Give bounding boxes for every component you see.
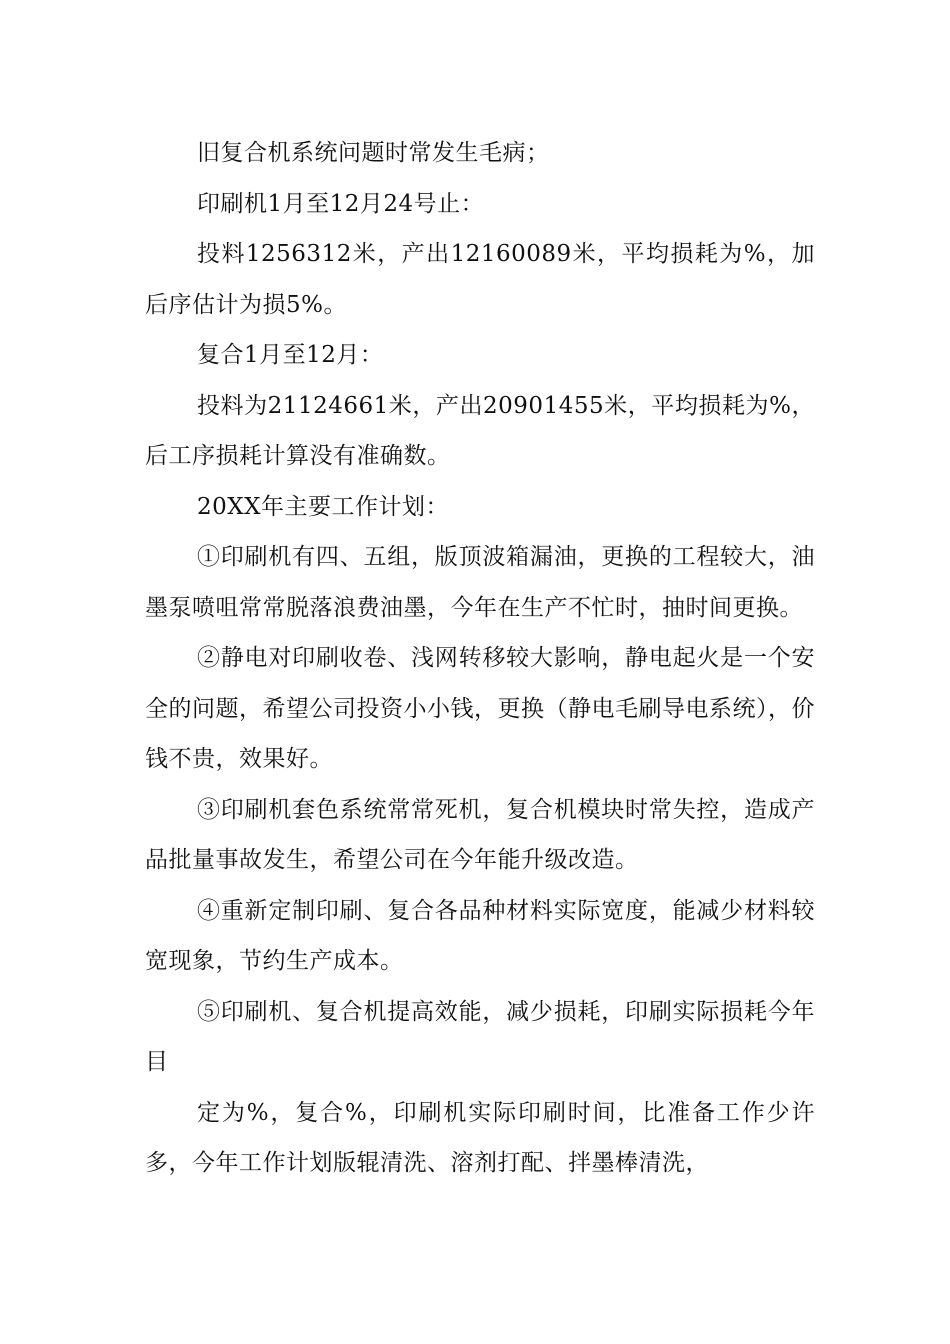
plan-item-3: ③印刷机套色系统常常死机，复合机模块时常失控，造成产品批量事故发生，希望公司在今年能升级改造。 xyxy=(145,796,815,873)
paragraph-printing-period: 印刷机1月至12月24号止： xyxy=(197,190,485,217)
plan-item-1: ①印刷机有四、五组，版顶波箱漏油，更换的工程较大，油墨泵喷咀常常脱落浪费油墨，今年在生产不忙时，抽时间更换。 xyxy=(145,544,815,621)
plan-item-5: ⑤印刷机、复合机提高效能，减少损耗，印刷实际损耗今年目 xyxy=(145,998,815,1075)
plan-item-4: ④重新定制印刷、复合各品种材料实际宽度，能减少材料较宽现象，节约生产成本。 xyxy=(145,897,815,974)
paragraph-compound-machine-issue: 旧复合机系统问题时常发生毛病； xyxy=(197,140,550,166)
section-heading-work-plan: 20XX年主要工作计划： xyxy=(197,493,450,520)
plan-item-5-continued: 定为%，复合%，印刷机实际印刷时间，比准备工作少许多，今年工作计划版辊清洗、溶剂打配、拌墨棒清洗， xyxy=(145,1099,815,1176)
paragraph-compound-period: 复合1月至12月： xyxy=(197,342,384,368)
paragraph-compound-output: 投料为21124661米，产出20901455米，平均损耗为%，后工序损耗计算没有准确数。 xyxy=(145,392,815,469)
plan-item-2: ②静电对印刷收卷、浅网转移较大影响，静电起火是一个安全的问题，希望公司投资小小钱，更换（静电毛刷导电系统），价钱不贵，效果好。 xyxy=(145,645,815,772)
document-body xyxy=(145,128,815,1189)
paragraph-printing-output: 投料1256312米，产出12160089米，平均损耗为%，加后序估计为损5%。 xyxy=(145,241,815,318)
